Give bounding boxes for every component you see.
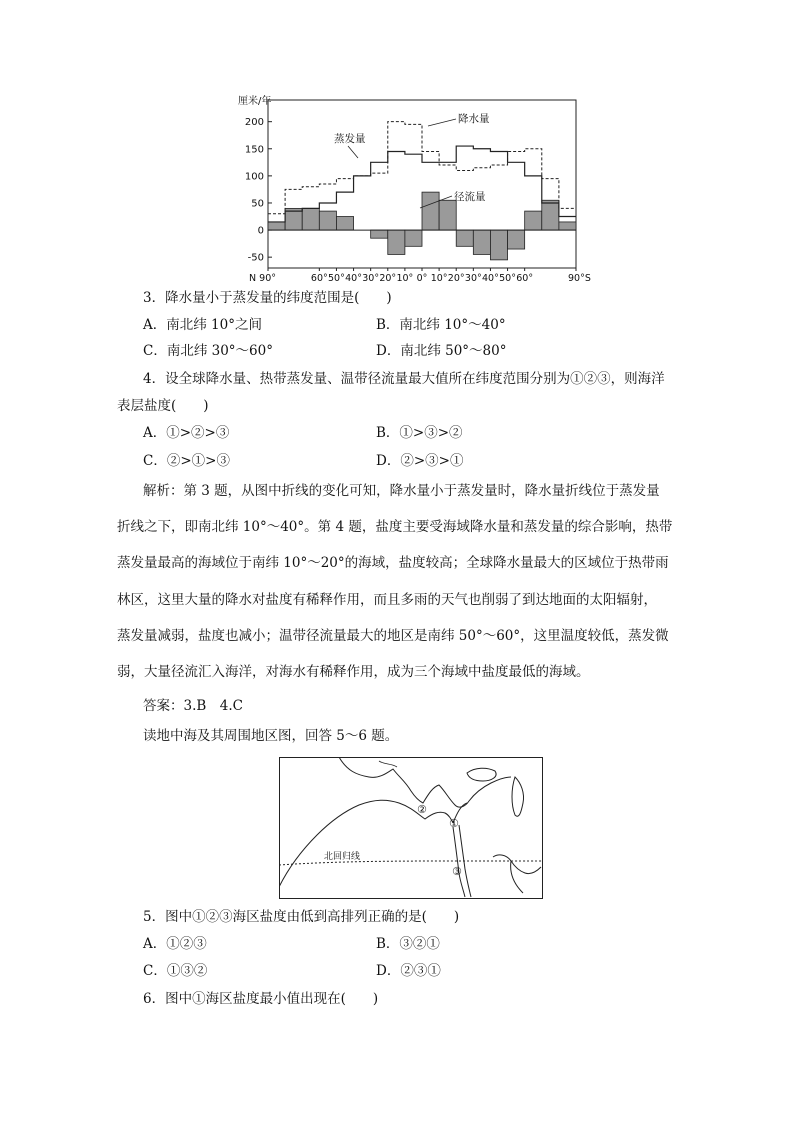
analysis-line4: 林区，这里大量的降水对盐度有稀释作用，而且多雨的天气也削弱了到达地面的太阳辐射， [117,592,657,608]
q3-option-a[interactable]: A．南北纬 10°之间 [143,317,262,333]
runoff-bar [302,208,319,230]
climate-chart [238,92,608,284]
x-tick-label: 50° [328,273,345,284]
x-tick-label: 60° [310,273,328,284]
q4-option-b[interactable]: B．①>③>② [376,425,463,441]
x-tick-label: 40° [482,273,499,284]
q6-stem: 6．图中①海区盐度最小值出现在( ) [143,991,379,1007]
x-tick-label: 50° [499,273,516,284]
legend-precipitation: 降水量 [458,113,490,125]
legend-runoff: 径流量 [454,191,486,203]
legend-evaporation: 蒸发量 [334,133,366,145]
analysis-line2: 折线之下，即南北纬 10°～40°。第 4 题，盐度主要受海域降水量和蒸发量的综合影响，热带 [117,519,673,535]
runoff-bar [388,230,405,254]
q4-option-d[interactable]: D．②>③>① [376,453,464,469]
runoff-bar [559,222,576,230]
x-tick-label: 0° [416,273,428,284]
runoff-bar [473,230,490,254]
q3-stem: 3．降水量小于蒸发量的纬度范围是( ) [143,290,392,306]
y-tick-label: 100 [244,171,264,183]
q3-option-b[interactable]: B．南北纬 10°～40° [376,317,506,333]
runoff-bar [525,211,542,230]
y-unit-label: 厘米/年 [238,96,272,107]
analysis-line5: 蒸发量减弱，盐度也减小；温带径流量最大的地区是南纬 50°～60°，这里温度较低，蒸发微 [117,628,669,644]
mediterranean-map [279,757,543,899]
legend-precipitation-leader [428,119,456,126]
analysis-line6: 弱，大量径流汇入海洋，对海水有稀释作用，成为三个海域中盐度最低的海域。 [117,664,590,680]
x-tick-label: 30° [362,273,380,284]
y-tick-label: 0 [257,225,264,237]
runoff-bar [456,230,473,246]
map-marker-3: ③ [452,865,462,878]
q3-option-d[interactable]: D．南北纬 50°～80° [376,343,507,359]
runoff-bar [422,192,439,230]
x-tick-label: 90°S [568,273,591,284]
q5-option-d[interactable]: D．②③① [376,963,441,979]
x-tick-label: 30° [464,273,482,284]
y-tick-label: 150 [244,144,264,156]
y-tick-label: 50 [251,198,264,210]
map-marker-1: ① [449,817,459,830]
q5-stem: 5．图中①②③海区盐度由低到高排列正确的是( ) [143,909,460,925]
runoff-bar [405,230,422,246]
x-tick-label: 10° [430,273,448,284]
q5-option-c[interactable]: C．①③② [143,963,208,979]
answer: 答案：3.B 4.C [143,698,244,714]
x-tick-label: 20° [447,273,465,284]
runoff-bar [439,200,456,230]
y-tick-label: 200 [244,117,264,129]
x-tick-label: 20° [379,273,397,284]
runoff-bar [371,230,388,238]
tropic-label: 北回归线 [324,852,361,862]
q4-stem-line1: 4．设全球降水量、热带蒸发量、温带径流量最大值所在纬度范围分别为①②③，则海洋 [143,371,665,387]
analysis-line1: 解析：第 3 题，从图中折线的变化可知，降水量小于蒸发量时，降水量折线位于蒸发量 [143,483,660,499]
q4-stem-line2: 表层盐度( ) [117,398,209,414]
q5-option-a[interactable]: A．①②③ [143,936,207,952]
section-intro: 读地中海及其周围地区图，回答 5～6 题。 [143,728,399,744]
map-svg [279,757,543,899]
runoff-bar [319,211,336,230]
y-tick-label: -50 [247,252,264,264]
q3-option-c[interactable]: C．南北纬 30°～60° [143,343,273,359]
x-tick-label: N 90° [249,273,276,284]
x-tick-label: 10° [396,273,414,284]
runoff-bar [490,230,507,260]
q4-option-c[interactable]: C．②>①>③ [143,453,230,469]
runoff-bar [508,230,525,249]
map-marker-2: ② [417,803,427,816]
chart-svg [238,92,608,284]
q4-option-a[interactable]: A．①>②>③ [143,425,230,441]
x-tick-label: 40° [345,273,362,284]
analysis-line3: 蒸发量最高的海域位于南纬 10°～20°的海域，盐度较高；全球降水量最大的区域位于热带雨 [117,555,669,571]
runoff-bar [268,222,285,230]
runoff-bar [336,217,353,231]
x-tick-label: 60° [516,273,534,284]
runoff-bar [542,200,559,230]
q5-option-b[interactable]: B．③②① [376,936,440,952]
legend-evaporation-leader [348,146,358,158]
